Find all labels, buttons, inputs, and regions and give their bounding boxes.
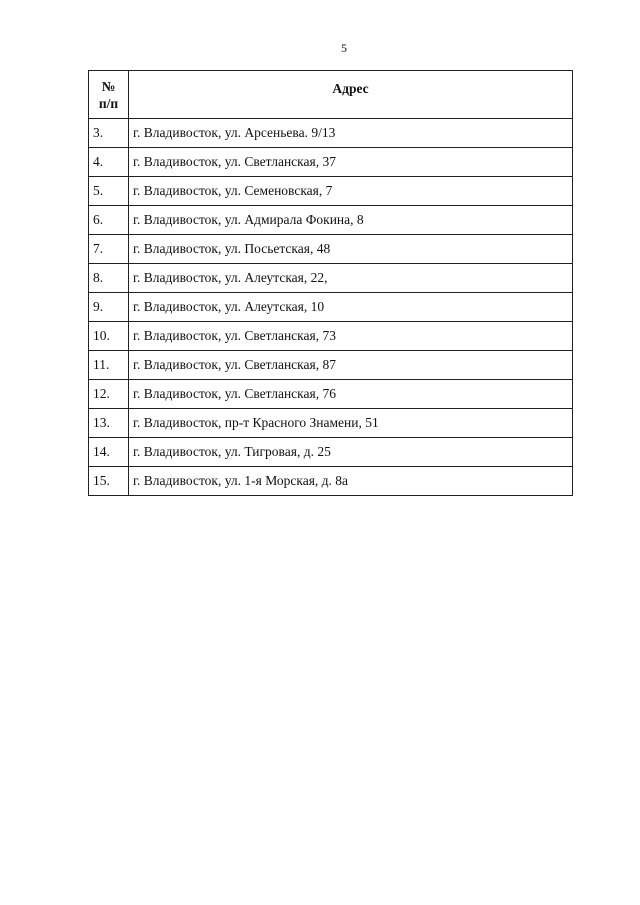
table-row: [89, 235, 573, 264]
row-address: г. Владивосток, ул. Адмирала Фокина, 8: [129, 206, 573, 235]
row-number: 4.: [89, 148, 129, 177]
table-row: [89, 409, 573, 438]
row-number: 14.: [89, 438, 129, 467]
row-number: 15.: [89, 467, 129, 496]
row-number: 3.: [89, 119, 129, 148]
row-address: г. Владивосток, ул. Светланская, 37: [129, 148, 573, 177]
page-number: 5: [341, 41, 347, 55]
table-row: [89, 293, 573, 322]
row-address: г. Владивосток, ул. Светланская, 76: [129, 380, 573, 409]
row-address: г. Владивосток, ул. Тигровая, д. 25: [129, 438, 573, 467]
column-header-address: Адрес: [129, 71, 573, 119]
row-address: г. Владивосток, ул. 1-я Морская, д. 8а: [129, 467, 573, 496]
column-header-number: [89, 71, 129, 119]
row-number: 5.: [89, 177, 129, 206]
table-row: [89, 322, 573, 351]
row-address: г. Владивосток, ул. Арсеньева. 9/13: [129, 119, 573, 148]
table-header-row: [89, 71, 573, 119]
row-number: 10.: [89, 322, 129, 351]
address-table: [88, 70, 573, 496]
table-row: [89, 467, 573, 496]
table-row: [89, 351, 573, 380]
row-number: 7.: [89, 235, 129, 264]
table-row: [89, 148, 573, 177]
table-row: [89, 264, 573, 293]
row-address: г. Владивосток, ул. Посьетская, 48: [129, 235, 573, 264]
row-number: 12.: [89, 380, 129, 409]
table-row: [89, 380, 573, 409]
table-row: [89, 206, 573, 235]
table-row: [89, 438, 573, 467]
table-row: [89, 119, 573, 148]
row-number: 13.: [89, 409, 129, 438]
row-address: г. Владивосток, ул. Семеновская, 7: [129, 177, 573, 206]
row-address: г. Владивосток, ул. Светланская, 87: [129, 351, 573, 380]
row-number: 11.: [89, 351, 129, 380]
row-address: г. Владивосток, ул. Светланская, 73: [129, 322, 573, 351]
row-address: г. Владивосток, ул. Алеутская, 10: [129, 293, 573, 322]
row-address: г. Владивосток, пр-т Красного Знамени, 51: [129, 409, 573, 438]
row-address: г. Владивосток, ул. Алеутская, 22,: [129, 264, 573, 293]
column-header-number-abbrev: п/п: [98, 95, 119, 111]
row-number: 8.: [89, 264, 129, 293]
row-number: 9.: [89, 293, 129, 322]
table-row: [89, 177, 573, 206]
column-header-number-symbol: №: [101, 78, 116, 94]
row-number: 6.: [89, 206, 129, 235]
